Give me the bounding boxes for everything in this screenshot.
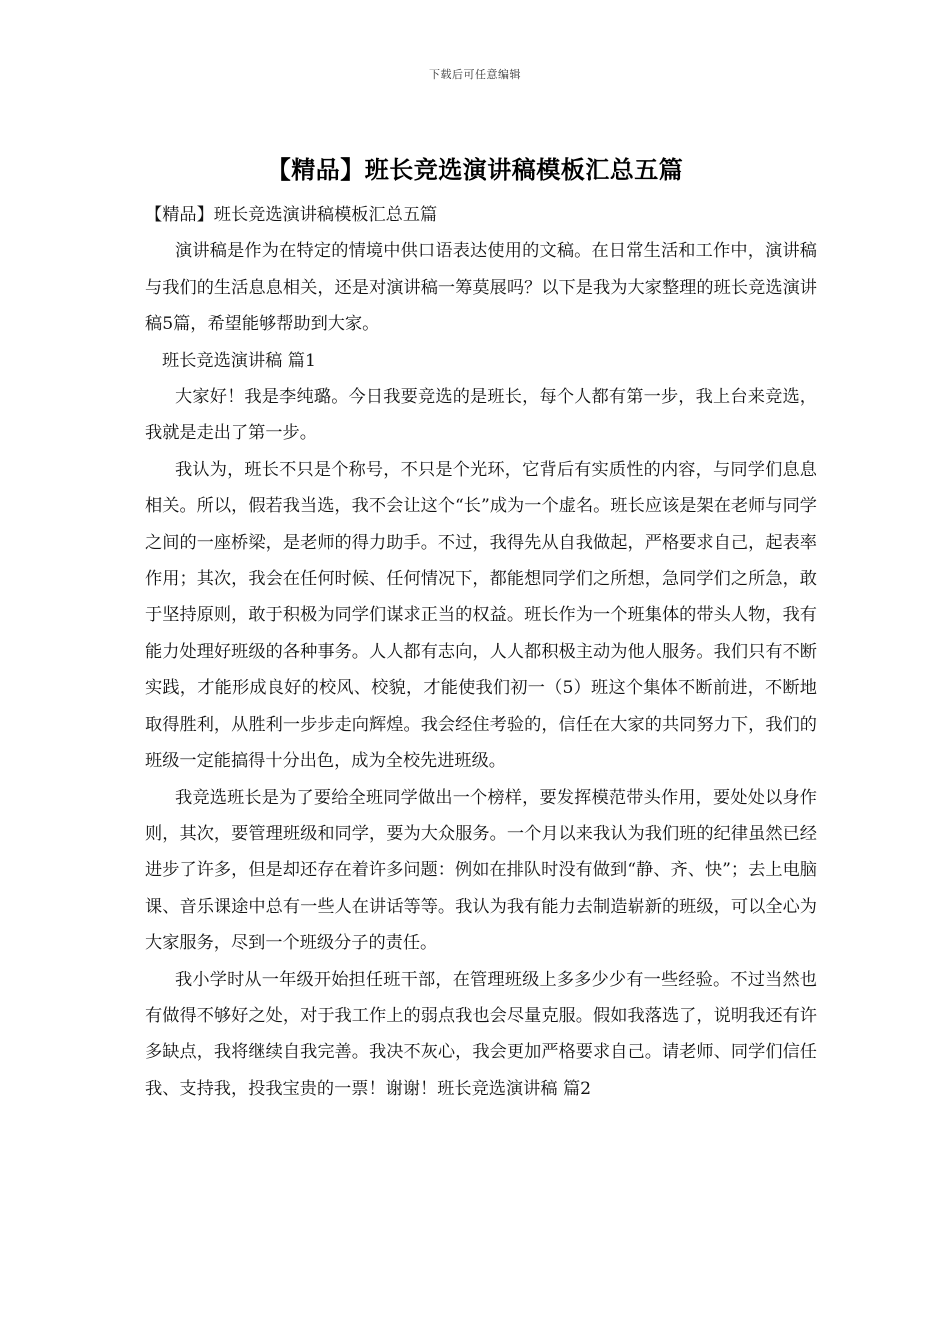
paragraph: 大家好！我是李纯璐。今日我要竞选的是班长，每个人都有第一步，我上台来竞选，我就是走出了第一步。 (145, 387, 817, 444)
subtitle-line: 【精品】班长竞选演讲稿模板汇总五篇 (145, 205, 438, 225)
paragraph: 我小学时从一年级开始担任班干部，在管理班级上多多少少有一些经验。不过当然也有做得不够好之处，对于我工作上的弱点我也会尽量克服。假如我落选了，说明我还有许多缺点，我将继续自我完善。我决不灰心，我会更加严格要求自己。请老师、同学们信任我、支持我，投我宝贵的一票！谢谢！班长竞选演讲稿 篇2 (145, 969, 817, 1099)
document-title: 【精品】班长竞选演讲稿模板汇总五篇 (266, 155, 684, 184)
paragraph: 我竞选班长是为了要给全班同学做出一个榜样，要发挥模范带头作用，要处处以身作则，其次，要管理班级和同学，要为大众服务。一个月以来我认为我们班的纪律虽然已经进步了许多，但是却还存在着许多问题：例如在排队时没有做到“静、齐、快”；去上电脑课、音乐课途中总有一些人在讲话等等。我认为我有能力去制造崭新的班级，可以全心为大家服务，尽到一个班级分子的责任。 (145, 787, 817, 954)
intro-paragraph: 演讲稿是作为在特定的情境中供口语表达使用的文稿。在日常生活和工作中，演讲稿与我们的生活息息相关，还是对演讲稿一筹莫展吗？以下是我为大家整理的班长竞选演讲稿5篇，希望能够帮助到大家。 (145, 241, 817, 335)
header-note: 下载后可任意编辑 (429, 68, 521, 81)
paragraph: 我认为，班长不只是个称号，不只是个光环，它背后有实质性的内容，与同学们息息相关。所以，假若我当选，我不会让这个“长”成为一个虚名。班长应该是架在老师与同学之间的一座桥梁，是老师的得力助手。不过，我得先从自我做起，严格要求自己，起表率作用；其次，我会在任何时候、任何情况下，都能想同学们之所想，急同学们之所急，敢于坚持原则，敢于积极为同学们谋求正当的权益。班长作为一个班集体的带头人物，我有能力处理好班级的各种事务。人人都有志向，人人都积极主动为他人服务。我们只有不断实践，才能形成良好的校风、校貌，才能使我们初一（5）班这个集体不断前进，不断地取得胜利，从胜利一步步走向辉煌。我会经住考验的，信任在大家的共同努力下，我们的班级一定能搞得十分出色，成为全校先进班级。 (145, 459, 817, 772)
document-body (145, 197, 817, 1107)
section-heading: 班长竞选演讲稿 篇1 (162, 350, 316, 371)
